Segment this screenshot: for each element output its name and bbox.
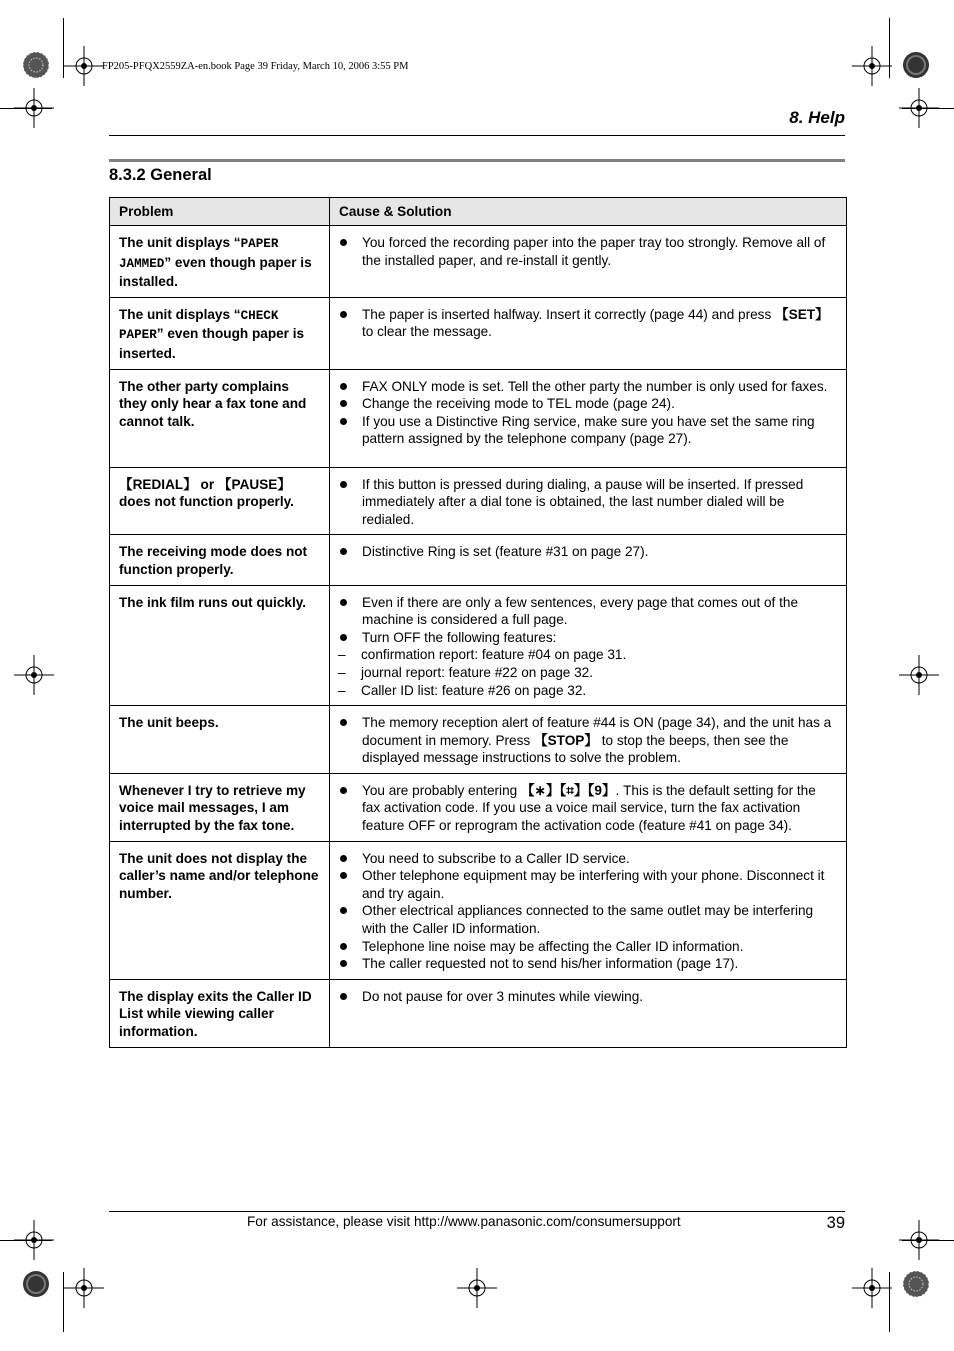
solution-item: You forced the recording paper into the paper tray too strongly. Remove all of the installed paper, and re-install it gently. <box>338 234 836 269</box>
file-header: FP205-PFQX2559ZA-en.book Page 39 Friday, March 10, 2006 3:55 PM <box>102 61 409 72</box>
table-row <box>110 979 847 1047</box>
table-row <box>110 535 847 585</box>
solution-cell <box>330 369 847 467</box>
problem-cell: The ink film runs out quickly. <box>110 585 330 706</box>
registration-mark-icon <box>14 1220 54 1260</box>
solution-item: You need to subscribe to a Caller ID service. <box>338 850 836 868</box>
registration-mark-icon <box>14 88 54 128</box>
section-rule <box>109 159 845 162</box>
table-header-row <box>110 198 847 226</box>
problem-cell: Whenever I try to retrieve my voice mail messages, I am interrupted by the fax tone. <box>110 773 330 841</box>
registration-mark-icon <box>14 655 54 695</box>
problem-cell: The receiving mode does not function properly. <box>110 535 330 585</box>
table-row <box>110 585 847 706</box>
solution-item: Distinctive Ring is set (feature #31 on page 27). <box>338 543 836 561</box>
table-row <box>110 773 847 841</box>
registration-mark-icon <box>899 88 939 128</box>
solution-cell <box>330 467 847 535</box>
problem-cell <box>110 297 330 369</box>
registration-mark-icon <box>852 46 892 86</box>
solution-item: Even if there are only a few sentences, every page that comes out of the machine is considered a full page. <box>338 594 836 629</box>
solution-cell <box>330 706 847 774</box>
problem-cell: 【REDIAL】 or 【PAUSE】 does not function properly. <box>110 467 330 535</box>
solution-text: The memory reception alert of feature #44 is ON (page 34), and the unit has a document in memory. Press <box>362 715 832 748</box>
solution-cell <box>330 297 847 369</box>
solution-cell <box>330 226 847 298</box>
table-row <box>110 297 847 369</box>
solution-text: You are probably entering <box>362 782 521 798</box>
rosette-mark-icon <box>22 1270 50 1298</box>
registration-mark-icon <box>64 1268 104 1308</box>
page-number: 39 <box>826 1214 845 1232</box>
section-name: 8. Help <box>789 108 845 127</box>
problem-text: The unit displays “ <box>119 306 241 322</box>
rosette-mark-icon <box>22 51 50 79</box>
solution-text: to clear the message. <box>362 324 492 340</box>
solution-cell <box>330 585 847 706</box>
display-message: CHECK PAPER <box>119 308 279 343</box>
solution-text: The paper is inserted halfway. Insert it correctly (page 44) and press <box>362 306 776 322</box>
table-row <box>110 841 847 979</box>
footer-text: For assistance, please visit http://www.panasonic.com/consumersupport <box>247 1214 681 1229</box>
solution-cell <box>330 535 847 585</box>
problem-text: ” even though paper is installed. <box>119 254 312 290</box>
solution-subitem: – journal report: feature #22 on page 32. <box>338 664 836 682</box>
solution-item <box>338 306 836 341</box>
solution-item: Do not pause for over 3 minutes while viewing. <box>338 988 836 1006</box>
problem-text: ” even though paper is inserted. <box>119 326 305 361</box>
solution-item: FAX ONLY mode is set. Tell the other party the number is only used for faxes. <box>338 378 836 396</box>
problem-text: The unit displays “ <box>119 235 241 250</box>
registration-mark-icon <box>852 1268 892 1308</box>
display-message: PAPER JAMMED <box>119 237 279 271</box>
table-row <box>110 706 847 774</box>
problem-cell: The unit does not display the caller’s name and/or telephone number. <box>110 841 330 979</box>
solution-item: If you use a Distinctive Ring service, make sure you have set the same ring pattern assigned by the telephone company (page 27). <box>338 413 836 448</box>
registration-mark-icon <box>64 46 104 86</box>
solution-item: If this button is pressed during dialing, a pause will be inserted. If pressed immediately after a dial tone is obtained, the last number dialed will be redialed. <box>338 476 836 529</box>
registration-mark-icon <box>899 1220 939 1260</box>
solution-text: . This is the default setting for the fax activation code. If you use a voice mail service, turn the fax activation feature OFF or reprogram the activation code (feature #41 on page 34). <box>362 782 816 834</box>
stop-key-label: 【STOP】 <box>534 732 598 748</box>
problem-cell: The display exits the Caller ID List while viewing caller information. <box>110 979 330 1047</box>
page-title: 8.3.2 General <box>109 166 212 184</box>
rosette-mark-icon <box>902 51 930 79</box>
registration-mark-icon <box>899 655 939 695</box>
solution-cell <box>330 979 847 1047</box>
solution-cell <box>330 773 847 841</box>
solution-item: Change the receiving mode to TEL mode (page 24). <box>338 395 836 413</box>
registration-mark-icon <box>457 1268 497 1308</box>
rosette-mark-icon <box>902 1270 930 1298</box>
solution-item: Other telephone equipment may be interfering with your phone. Disconnect it and try again. <box>338 867 836 902</box>
solution-item: Turn OFF the following features: <box>338 629 836 647</box>
key-sequence-label: 【∗】【⌗】【9】 <box>520 782 616 798</box>
solution-item: Telephone line noise may be affecting the Caller ID information. <box>338 938 836 956</box>
column-header-solution: Cause & Solution <box>330 198 847 226</box>
problem-cell: The unit beeps. <box>110 706 330 774</box>
solution-subitem: – Caller ID list: feature #26 on page 32. <box>338 682 836 700</box>
solution-item: The caller requested not to send his/her information (page 17). <box>338 955 836 973</box>
solution-item <box>338 782 836 835</box>
problem-cell: The other party complains they only hear a fax tone and cannot talk. <box>110 369 330 467</box>
solution-item <box>338 714 836 767</box>
table-row <box>110 226 847 298</box>
solution-text: to stop the beeps, then see the displayed message instructions to solve the problem. <box>362 732 789 766</box>
table-row <box>110 467 847 535</box>
header-rule <box>109 135 845 136</box>
set-key-label: 【SET】 <box>775 306 829 322</box>
column-header-problem: Problem <box>110 198 330 226</box>
footer-rule <box>109 1211 845 1212</box>
table-row <box>110 369 847 467</box>
troubleshooting-table <box>109 197 847 1048</box>
problem-cell <box>110 226 330 298</box>
solution-cell <box>330 841 847 979</box>
solution-subitem: – confirmation report: feature #04 on page 31. <box>338 646 836 664</box>
solution-item: Other electrical appliances connected to the same outlet may be interfering with the Caller ID information. <box>338 902 836 937</box>
